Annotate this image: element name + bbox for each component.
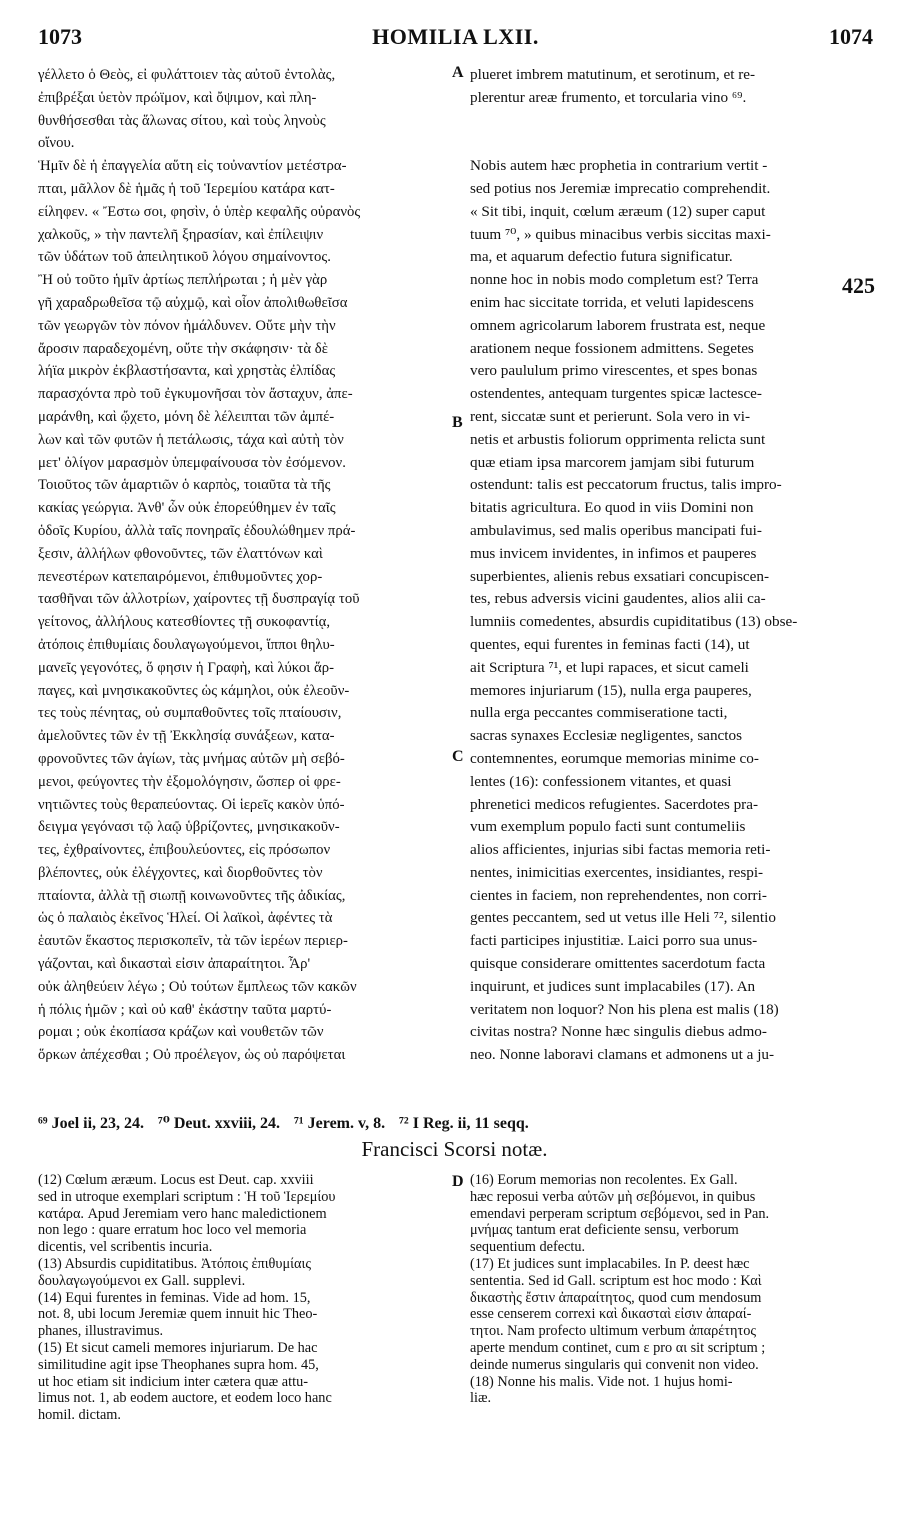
page-header xyxy=(38,24,873,52)
greek-text-line: μενοι, φεύγοντες τὴν ἐξομολόγησιν, ὥσπερ οἱ φρε- xyxy=(38,773,341,790)
latin-text-line: netis et arbustis foliorum opprimenta relicta sunt xyxy=(470,430,766,448)
latin-text-line: ait Scriptura ⁷¹, et lupi rapaces, et sicut cameli xyxy=(470,658,749,676)
footnote-reference: ⁶⁹ Joel ii, 23, 24. xyxy=(38,1115,145,1132)
latin-text-line: ambulavimus, sed malis operibus mancipati fui- xyxy=(470,521,762,539)
note-line: ut hoc etiam sit indicium inter cætera quæ attu- xyxy=(38,1373,308,1390)
note-line: homil. dictam. xyxy=(38,1407,121,1424)
right-page-number: 1074 xyxy=(829,24,873,49)
note-line: esse censerem correxi καὶ δικασταὶ εἰσιν ἀπαραί- xyxy=(470,1306,752,1323)
latin-text-line: nentes, inimicitias exercentes, insidiantes, respi- xyxy=(470,863,764,881)
greek-text-line: θυνθήσεσθαι τὰς ἅλωνας σίτου, καὶ τοὺς ληνοὺς xyxy=(38,112,326,129)
note-line: (16) Eorum memorias non recolentes. Ex Gall. xyxy=(470,1172,738,1188)
latin-text-line: omnem agricolarum laborem frustrata est, neque xyxy=(470,316,766,334)
greek-text-column xyxy=(38,64,450,1067)
latin-text-line: ostendentes, antequam turgentes spicæ lactesce- xyxy=(470,385,762,403)
greek-text-line: γέλλετο ὁ Θεὸς, εἰ φυλάττοιεν τὰς αὐτοῦ ἐντολὰς, xyxy=(38,67,336,83)
greek-text-line: παρασχόντα πρὸ τοῦ ἐγκυμονῆσαι τὸν ἄσταχυν, ἀπε- xyxy=(38,386,353,403)
latin-text-line: quentes, equi furentes in feminas facti (14), ut xyxy=(470,635,750,653)
greek-text-line: είληφεν. « Ἔστω σοι, φησὶν, ὁ ὑπὲρ κεφαλῆς οὐρανὸς xyxy=(38,203,361,220)
greek-text-line: γῆ χαραδρωθεῖσα τῷ αὐχμῷ, καὶ οἷον ἀπολιθωθεῖσα xyxy=(38,294,348,311)
latin-text-line: contemnentes, eorumque memorias minime co- xyxy=(470,749,759,767)
greek-text-line: τῶν ὑδάτων τοῦ ἀπειλητικοῦ λόγου σημαίνοντος. xyxy=(38,249,331,266)
greek-text-line: ἑαυτῶν ἕκαστος περισκοπεῖν, τὰ τῶν ἱερέων περιερ- xyxy=(38,933,348,950)
note-line: sententia. Sed id Gall. scriptum est hoc modo : Καὶ xyxy=(470,1272,762,1289)
greek-text-line: πται, μᾶλλον δὲ ἡμᾶς ἡ τοῦ Ἱερεμίου κατάρα κατ- xyxy=(38,180,335,197)
notes-left-column xyxy=(38,1172,443,1424)
latin-text-line: plerentur areæ frumento, et torcularia vino ⁶⁹. xyxy=(470,88,747,106)
note-line: emendavi perperam scriptum σεβόμενοι, sed in Pan. xyxy=(470,1205,770,1222)
margin-marker-c: C xyxy=(452,748,464,765)
footnote-reference: ⁷¹ Jerem. v, 8. xyxy=(294,1115,386,1132)
note-line: liæ. xyxy=(470,1390,492,1407)
latin-text-line: neo. Nonne laboravi clamans et admonens ut a ju- xyxy=(470,1046,775,1064)
latin-text-line: facti participes injustitiæ. Laici porro sua unus- xyxy=(470,932,758,950)
greek-text-line: οὐκ ἀληθεύειν λέγω ; Οὐ τούτων ἔμπλεως τῶν κακῶν xyxy=(38,978,357,995)
latin-text-column xyxy=(470,64,872,1067)
note-line: τητοι. Nam profecto ultimum verbum ἀπαρέτητος xyxy=(470,1323,757,1340)
greek-text-line: τασθῆναι τῶν ἀλλοτρίων, χαίροντες τῇ δυσπραγίᾳ τοῦ xyxy=(38,591,360,608)
greek-text-line: μαράνθη, καὶ ᾤχετο, μόνη δὲ λέλειπται τῶν ἀμπέ- xyxy=(38,408,335,425)
latin-text-line: quisque considerare omittentes sacerdotum facta xyxy=(470,955,766,973)
latin-text-line: phrenetici medicos refugientes. Sacerdotes pra- xyxy=(470,795,759,813)
note-line: (15) Et sicut cameli memores injuriarum. De hac xyxy=(38,1339,318,1356)
latin-text-line: alios afficientes, injurias sibi factas memoria reti- xyxy=(470,841,771,859)
greek-text-line: Ἢ οὐ τοῦτο ἡμῖν ἀρτίως πεπλήρωται ; ἡ μὲν γὰρ xyxy=(38,272,328,289)
latin-text-line: veritatem non loquor? Non his plena est malis (18) xyxy=(470,1000,779,1018)
latin-text-line: Nobis autem hæc prophetia in contrarium vertit - xyxy=(470,157,768,175)
page-title: HOMILIA LXII. xyxy=(372,24,539,49)
greek-text-line: ὁδοῖς Κυρίου, ἀλλὰ ταῖς πονηραῖς ἐδουλώθημεν πρά- xyxy=(38,522,356,539)
note-line: (17) Et judices sunt implacabiles. In P. deest hæc xyxy=(470,1255,750,1272)
notes-right-column xyxy=(470,1172,872,1407)
greek-text-line: γείτονος, ἀλλήλους κατεσθίοντες τῇ συκοφαντίᾳ, xyxy=(38,614,331,631)
greek-text-line: Ἡμῖν δὲ ἡ ἐπαγγελία αὕτη εἰς τοὐναντίον μετέστρα- xyxy=(38,158,347,175)
greek-text-line: ἐπιβρέξαι ὑετὸν πρώϊμον, καὶ ὄψιμον, καὶ πλη- xyxy=(38,89,317,106)
latin-text-line: ostendunt: talis est peccatorum fructus, talis impro- xyxy=(470,476,782,494)
latin-text-line: sed potius nos Jeremiæ imprecatio comprehendit. xyxy=(470,179,771,197)
note-line: phanes, illustravimus. xyxy=(38,1323,164,1340)
latin-text-line: ma, et aquarum defectio futura significatur. xyxy=(470,248,733,266)
greek-text-line: γάζονται, καὶ δικασταὶ εἰσιν ἀπαραίτητοι. Ἆρ' xyxy=(38,956,311,973)
latin-text-line: « Sit tibi, inquit, cœlum æræum (12) super caput xyxy=(470,202,766,220)
latin-text-line: tes, rebus adversis vicini gaudentes, alios alii ca- xyxy=(470,590,766,608)
greek-text-line: λων καὶ τῶν φυτῶν ἡ πετάλωσις, τάχα καὶ αὐτὴ τὸν xyxy=(38,431,344,448)
greek-text-line: πταίοντα, ἀλλὰ τῇ σιωπῇ κοινωνοῦντες τῆς ἀδικίας, xyxy=(38,887,346,904)
latin-text-line: quæ etiam ipsa marcorem jamjam sibi futurum xyxy=(470,453,755,471)
greek-text-line: δειγμα γεγόνασι τῷ λαῷ ὑβρίζοντες, μνησικακοῦν- xyxy=(38,819,340,836)
greek-text-line: βλέποντες, οὐκ ἐλέγχοντες, καὶ διορθοῦντες τὸν xyxy=(38,864,323,881)
note-line: (12) Cœlum æræum. Locus est Deut. cap. xxviii xyxy=(38,1172,314,1188)
greek-text-line: ὅρκων ἀπέχεσθαι ; Οὐ προέλεγον, ὡς οὐ παρόψεται xyxy=(38,1047,346,1064)
latin-text-line: lentes (16): confessionem vitantes, et quasi xyxy=(470,772,732,790)
footnote-reference: ⁷⁰ Deut. xxviii, 24. xyxy=(158,1115,281,1132)
note-line: δουλαγωγούμενοι ex Gall. supplevi. xyxy=(38,1272,246,1289)
greek-text-line: ἄροσιν παραδεχομένη, οὔτε τὴν σκάφησιν· τὰ δὲ xyxy=(38,340,328,357)
notes-title: Francisci Scorsi notæ. xyxy=(361,1137,548,1161)
margin-marker-b: B xyxy=(452,414,463,431)
greek-text-line: ρομαι ; οὐκ ἐκοπίασα κράζων καὶ νουθετῶν τῶν xyxy=(38,1024,324,1041)
note-line: sed in utroque exemplari scriptum : Ἡ τοῦ Ἱερεμίου xyxy=(38,1188,336,1205)
note-line: dicentis, vel scribentis incuria. xyxy=(38,1239,213,1256)
note-line: hæc reposui verba αὐτῶν μὴ σεβόμενοι, in quibus xyxy=(470,1188,756,1205)
note-line: sequentium defectu. xyxy=(470,1239,586,1256)
latin-text-line: nonne hoc in nobis modo completum est? Terra xyxy=(470,271,759,289)
margin-marker-a: A xyxy=(452,64,464,81)
latin-text-line: gentes peccantem, sed ut vetus ille Heli ⁷², silentio xyxy=(470,909,776,927)
footnote-reference: ⁷² I Reg. ii, 11 seqq. xyxy=(399,1115,529,1132)
latin-text-line: nulla erga peccantes commiseratione tacti, xyxy=(470,704,728,722)
greek-text-line: ἀμελοῦντες τῶν ἐν τῇ Ἐκκλησίᾳ συνάξεων, κατα- xyxy=(38,728,335,745)
latin-text-line: memores injuriarum (15), nulla erga pauperes, xyxy=(470,681,752,699)
latin-text-line: tuum ⁷⁰, » quibus minacibus verbis siccitas maxi- xyxy=(470,225,771,243)
latin-text-line: rent, siccatæ sunt et perierunt. Sola vero in vi- xyxy=(470,407,751,425)
latin-text-line: plueret imbrem matutinum, et serotinum, et re- xyxy=(470,66,756,83)
note-line: limus not. 1, ab eodem auctore, et eodem loco hanc xyxy=(38,1390,332,1407)
greek-text-line: μανεῖς γεγονότες, ὅ φησιν ἡ Γραφὴ, καὶ λύκοι ἅρ- xyxy=(38,659,335,676)
latin-text-line: civitas nostra? Nonne hæc singulis diebus admo- xyxy=(470,1023,767,1041)
latin-text-line: superbientes, alienis rebus exsatiari concupiscen- xyxy=(470,567,770,585)
latin-text-line: enim hac siccitate torrida, et veluti lapidescens xyxy=(470,293,754,311)
greek-text-line: τῶν γεωργῶν τὸν πόνον ἠμάλδυνεν. Οὔτε μὴν τὴν xyxy=(38,317,336,334)
latin-text-line xyxy=(470,110,872,133)
note-line: non lego : quare erratum hoc loco vel memoria xyxy=(38,1222,307,1239)
greek-text-line: μετ' ὀλίγον μαρασμὸν ὑπεμφαίνουσα τὸν ἐσόμενον. xyxy=(38,454,346,471)
greek-text-line: τες τοὺς πένητας, οὐ συμπαθοῦντες τοῖς πταίουσιν, xyxy=(38,705,342,722)
greek-text-line: Τοιοῦτος τῶν ἁμαρτιῶν ὁ καρπὸς, τοιαῦτα τὰ τῆς xyxy=(38,477,331,494)
greek-text-line: πενεστέρων κατεπαιρόμενοι, ἐπιθυμοῦντες χορ- xyxy=(38,568,323,585)
inner-page-number: 425 xyxy=(842,273,875,298)
greek-text-line: τες, ἐχθραίνοντες, ἐπιβουλεύοντες, εἰς πρόσωπον xyxy=(38,842,331,859)
note-line: (13) Absurdis cupiditatibus. Ἀτόποις ἐπιθυμίαις xyxy=(38,1255,311,1272)
footnote-references xyxy=(38,1113,873,1133)
greek-text-line: χαλκοῦς, » τὴν παντελῆ ξηρασίαν, καὶ ἐπίλειψιν xyxy=(38,226,324,243)
note-line: (18) Nonne his malis. Vide not. 1 hujus homi- xyxy=(470,1373,733,1390)
note-line: deinde numerus singularis qui convenit non video. xyxy=(470,1356,759,1373)
latin-text-line: lumniis comedentes, absurdis cupiditatibus (13) obse- xyxy=(470,613,798,631)
greek-text-line: νητιῶντες τοὺς θεραπεύοντας. Οἱ ἱερεῖς κακὸν ὑπό- xyxy=(38,796,345,813)
note-line: not. 8, ubi locum Jeremiæ quem innuit hic Theo- xyxy=(38,1306,318,1323)
note-line: δικαστὴς ἔστιν ἀπαραίτητος, quod cum mendosum xyxy=(470,1289,762,1306)
greek-text-line: κακίας γεώργια. Ἀνθ' ὧν οὐκ ἐπορεύθημεν ἐν ταῖς xyxy=(38,500,336,517)
note-line: similitudine agit ipse Theophanes supra hom. 45, xyxy=(38,1356,319,1373)
note-line: μνήμας tantum erat deficiente sensu, verborum xyxy=(470,1222,739,1239)
latin-text-line: vum exemplum populo facti sunt contumeliis xyxy=(470,818,746,836)
greek-text-line: οἴνου. xyxy=(38,135,75,152)
latin-text-line: bitatis agricultura. Eo quod in viis Domini non xyxy=(470,499,754,517)
latin-text-line: cientes in faciem, non reprehendentes, non corri- xyxy=(470,886,767,904)
left-page-number: 1073 xyxy=(38,24,82,49)
note-line: aperte mendum continet, cum ε pro αι sit scriptum ; xyxy=(470,1339,766,1356)
note-line: κατάρα. Apud Jeremiam vero hanc maledictionem xyxy=(38,1205,327,1222)
note-line: (14) Equi furentes in feminas. Vide ad hom. 15, xyxy=(38,1289,311,1306)
latin-text-line: vero paululum primo virescentes, et spes bonas xyxy=(470,362,758,380)
greek-text-line: ὡς ὁ παλαιὸς ἐκεῖνος Ἡλεί. Οἱ λαϊκοὶ, ἀφέντες τὰ xyxy=(38,910,333,927)
greek-text-line: παγες, καὶ μνησικακοῦντες ὡς κάμηλοι, οὐκ ἐλεοῦν- xyxy=(38,682,350,699)
margin-marker-d: D xyxy=(452,1173,464,1190)
greek-text-line: φρονοῦντες τῶν ἁγίων, τὰς μνήμας αὐτῶν μὴ σεβό- xyxy=(38,750,345,767)
latin-text-line: inquirunt, et judices sunt implacabiles (17). An xyxy=(470,977,756,995)
greek-text-line: λήϊα μικρὸν ἐκβλαστήσαντα, καὶ χρηστὰς ἐλπίδας xyxy=(38,363,336,380)
greek-text-line: ξεσιν, ἀλλήλων φθονοῦντες, τῶν ἐλαττόνων καὶ xyxy=(38,545,323,562)
latin-text-line: arationem neque fossionem admittens. Segetes xyxy=(470,339,754,357)
latin-text-line: sacras synaxes Ecclesiæ negligentes, sanctos xyxy=(470,727,743,745)
latin-text-line xyxy=(470,132,872,155)
latin-text-line: mus invicem invidentes, in infimos et pauperes xyxy=(470,544,757,562)
greek-text-line: ἡ πόλις ἡμῶν ; καὶ οὐ καθ' ἑκάστην ταῦτα μαρτύ- xyxy=(38,1001,332,1018)
greek-text-line: ἀτόποις ἐπιθυμίαις δουλαγωγούμενοι, ἵπποι θηλυ- xyxy=(38,636,335,653)
